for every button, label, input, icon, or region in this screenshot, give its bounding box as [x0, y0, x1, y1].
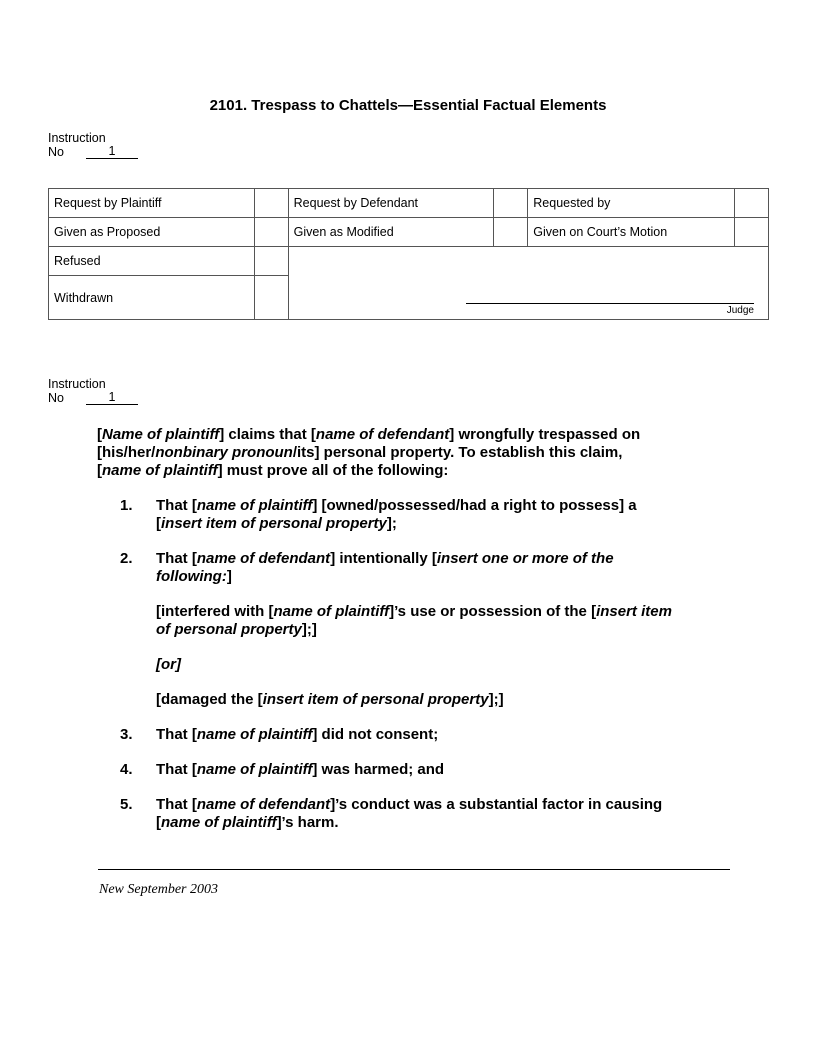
refused-label: Refused — [49, 247, 255, 276]
revision-date: New September 2003 — [99, 882, 218, 897]
given-as-proposed-label: Given as Proposed — [49, 218, 255, 247]
instruction-no-value[interactable]: 1 — [86, 391, 138, 405]
instruction-number-block-bottom — [48, 377, 138, 405]
given-on-courts-motion-checkbox[interactable] — [734, 218, 768, 247]
instruction-no-label: No — [48, 391, 64, 405]
element-item-1: 1. That [name of plaintiff] [owned/possessed/had a right to possess] a [insert item of personal property]; — [120, 497, 637, 532]
option-interfered: [interfered with [name of plaintiff]’s use or possession of the [insert item of personal property];] — [156, 603, 672, 638]
option-or: [or] — [156, 656, 181, 673]
withdrawn-checkbox[interactable] — [254, 276, 288, 320]
instruction-body — [97, 426, 737, 832]
requested-by-checkbox[interactable] — [734, 189, 768, 218]
given-on-courts-motion-label: Given on Court’s Motion — [528, 218, 735, 247]
instruction-label: Instruction — [48, 377, 106, 391]
withdrawn-label: Withdrawn — [49, 276, 255, 320]
element-item-4: 4. That [name of plaintiff] was harmed; and — [120, 761, 445, 778]
instruction-label: Instruction — [48, 131, 106, 145]
request-by-defendant-label: Request by Defendant — [288, 189, 494, 218]
element-item-5: 5. That [name of defendant]’s conduct was a substantial factor in causing [name of plaintiff]’s harm. — [120, 796, 663, 831]
judge-signature-cell — [288, 247, 768, 320]
instruction-no-label: No — [48, 145, 64, 159]
request-table — [48, 188, 769, 320]
instruction-number-block-top — [48, 131, 138, 159]
intro-paragraph: [Name of plaintiff] claims that [name of defendant] wrongfully trespassed on [his/her/nonbinary pronoun/its] personal property. To establish this claim, [name of plaintiff] must prove all of the following: — [97, 426, 641, 479]
given-as-modified-label: Given as Modified — [288, 218, 494, 247]
page-title: 2101. Trespass to Chattels—Essential Factual Elements — [209, 97, 607, 114]
element-item-3: 3. That [name of plaintiff] did not consent; — [120, 726, 439, 743]
request-by-defendant-checkbox[interactable] — [494, 189, 528, 218]
instruction-no-value[interactable]: 1 — [86, 145, 138, 159]
requested-by-label: Requested by — [528, 189, 735, 218]
request-by-plaintiff-label: Request by Plaintiff — [49, 189, 255, 218]
judge-label: Judge — [726, 305, 754, 316]
element-item-2: 2. That [name of defendant] intentionally [insert one or more of the following:] — [120, 550, 614, 585]
refused-checkbox[interactable] — [254, 247, 288, 276]
footer-divider — [98, 869, 730, 870]
judge-signature-line[interactable] — [466, 303, 754, 304]
option-damaged: [damaged the [insert item of personal property];] — [156, 691, 504, 708]
given-as-proposed-checkbox[interactable] — [254, 218, 288, 247]
given-as-modified-checkbox[interactable] — [494, 218, 528, 247]
request-by-plaintiff-checkbox[interactable] — [254, 189, 288, 218]
